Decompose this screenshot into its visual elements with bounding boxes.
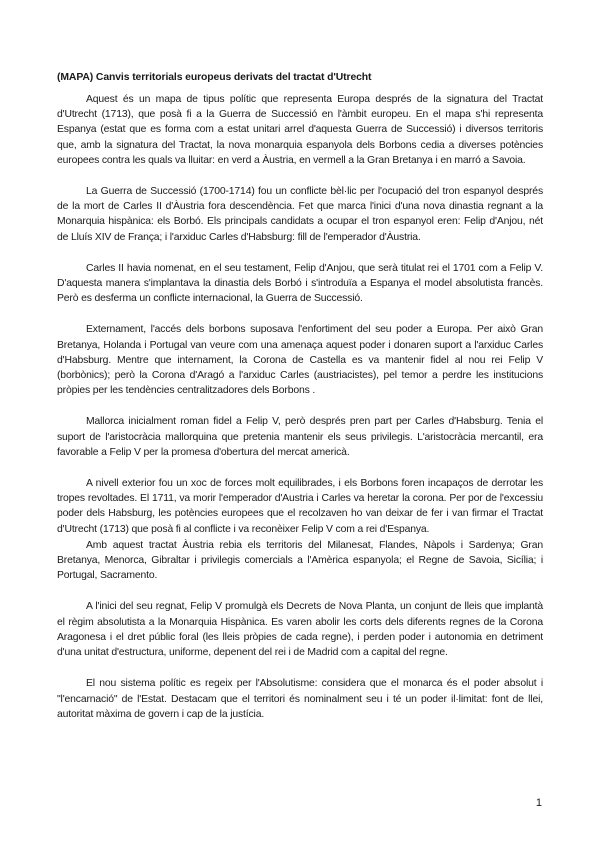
page-number: 1	[535, 797, 542, 809]
paragraph-treaty-territories: Amb aquest tractat Àustria rebia els territoris del Milanesat, Flandes, Nàpols i Sardenya; Gran Bretanya, Menorca, Gibraltar i privilegis comercials a l'Amèrica espanyola; el Regne de Savoia, Sicília; i Portugal, Sacramento.	[57, 539, 543, 582]
paragraph-external-internal: Externament, l'accés dels borbons suposava l'enfortiment del seu poder a Europa. Per això Gran Bretanya, Holanda i Portugal van veure com una amenaça aquest poder i donaren suport a l'arxiduc Carles d'Habsburg. Mentre que internament, la Corona de Castella es va mantenir fidel al nou rei Felip V (borbònics); però la Corona d'Aragó a l'arxiduc Carles (austriacistes), pel temor a perdre les institucions pròpies per les tendències centralitzadores dels Borbons .	[57, 324, 543, 397]
paragraph-succession-war: La Guerra de Successió (1700-1714) fou un conflicte bèl·lic per l'ocupació del tron espanyol després de la mort de Carles II d'Àustria fora descendència. Fet que marca l'inici d'una nova dinastia regnant a la Monarquia hispànica: els Borbó. Els principals candidats a ocupar el tron espanyol eren: Felip d'Anjou, nét de Lluís XIV de França; i l'arxiduc Carles d'Habsburg: fill de l'emperador d'Àustria.	[57, 186, 543, 243]
paragraph-mallorca: Mallorca inicialment roman fidel a Felip V, però després pren part per Carles d'Habsburg. Tenia el suport de l'aristocràcia mallorquina que pretenia mantenir els seus privilegis. L'aristocràcia mercantil, era favorable a Felip V per la promesa d'obertura del mercat americà.	[57, 416, 543, 458]
paragraph-carles-ii-testament: Carles II havia nomenat, en el seu testament, Felip d'Anjou, que serà titulat rei el 1701 com a Felip V. D'aquesta manera s'implantava la dinastia dels Borbó i s'introduïa a Espanya el model absolutista francès. Però es desferma un conflicte internacional, la Guerra de Successió.	[57, 262, 543, 305]
paragraph-absolutism: El nou sistema polític es regeix per l'Absolutisme: considera que el monarca és el poder absolut i "l'encarnació" de l'Estat. Destacam que el territori és nominalment seu i té un poder il·limitat: font de llei, autoritat màxima de govern i cap de la justícia.	[57, 678, 543, 720]
paragraph-nova-planta: A l'inici del seu regnat, Felip V promulgà els Decrets de Nova Planta, un conjunt de lleis que implantà el règim absolutista a la Monarquia Hispànica. Es varen abolir les corts dels diferents regnes de la Corona Aragonesa i el dret públic foral (les lleis pròpies de cada regne), i perden poder i autonomia en detriment d'una unitat d'estructura, uniforme, depenent del rei i de Madrid com a capital del regne.	[57, 601, 543, 659]
paragraph-map-description: Aquest és un mapa de tipus polític que representa Europa després de la signatura del Tractat d'Utrecht (1713), que posà fi a la Guerra de Successió en l'àmbit europeu. En el mapa s'hi representa Espanya (estat que es forma com a estat unitari arrel d'aquesta Guerra de Successió) i diversos territoris que, amb la signatura del Tractat, la nova monarquia espanyola dels Borbons cedia a diverses potències europees contra les quals va lluitar: en verd a Àustria, en vermell a la Gran Bretanya i en marró a Savoia.	[57, 94, 543, 166]
document-title: (MAPA) Canvis territorials europeus derivats del tractat d'Utrecht	[57, 72, 372, 83]
document-page	[57, 70, 543, 738]
paragraph-exterior-level: A nivell exterior fou un xoc de forces molt equilibrades, i els Borbons foren incapaços de derrotar les tropes revoltades. El 1711, va morir l'emperador d'Austria i Carles va heretar la corona. Per por de l'excessiu poder dels Habsburg, les potències europees que el recolzaven ho van deixar de fer i van firmar el Tractat d'Utrecht (1713) que posà fi al conflicte i va reconèixer Felip V com a rei d'Espanya.	[57, 478, 543, 535]
